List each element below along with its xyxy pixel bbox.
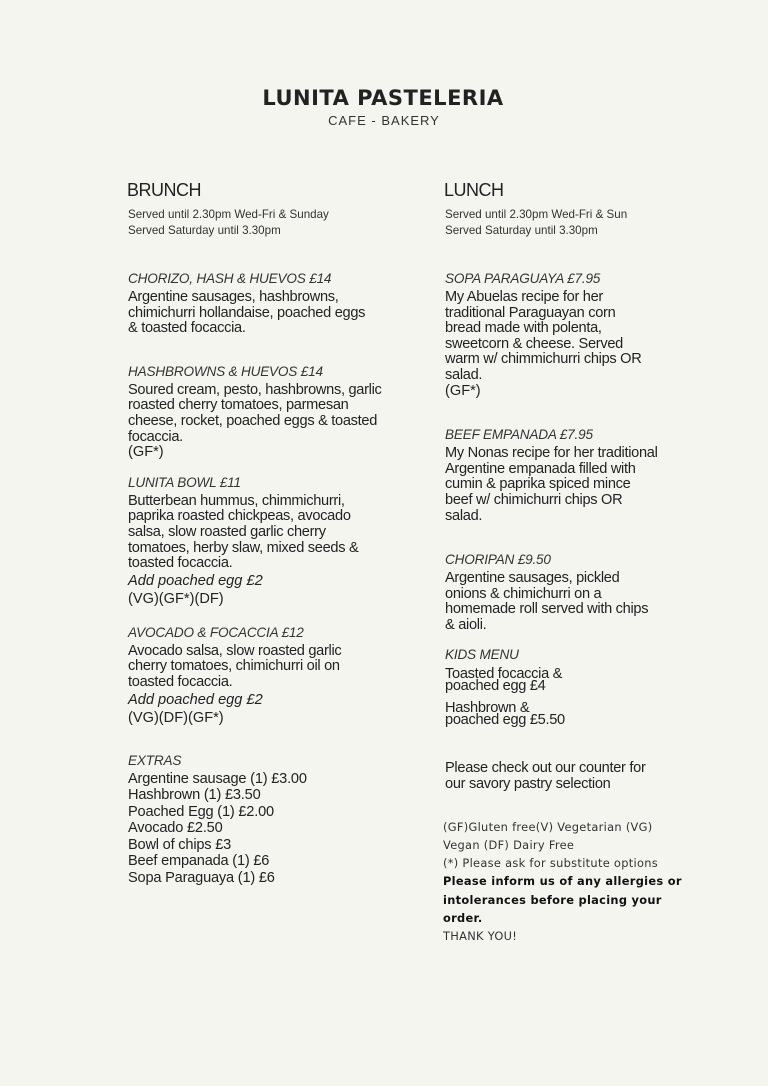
desc-line: traditional Paraguayan corn [445,304,616,321]
served-line: Served until 2.30pm Wed-Fri & Sunday [128,208,329,221]
item-name: AVOCADO & FOCACCIA £12 [128,624,304,640]
desc-line: Toasted focaccia & [445,665,563,682]
item-description [445,571,695,633]
brunch-title: BRUNCH [127,180,202,200]
desc-line: My Abuelas recipe for her [445,289,603,305]
menu-item [445,552,695,633]
brunch-served-hours [128,207,418,238]
desc-line: toasted focaccia. [128,555,233,572]
dietary-tags: (VG)(GF*)(DF) [128,590,224,607]
extras-item: Sopa Paraguaya (1) £6 [128,869,275,886]
desc-line: salad. [445,366,483,383]
item-description [445,290,695,384]
lunch-title: LUNCH [444,180,504,200]
extras-item: Avocado £2.50 [128,820,223,836]
desc-line: poached egg £4 [445,677,546,694]
desc-line: salsa, slow roasted garlic cherry [128,523,326,540]
desc-line: sweetcorn & cheese. Served [445,335,623,352]
menu-item [128,271,418,337]
desc-line: beef w/ chimichurri chips OR [445,491,623,508]
counter-note [445,760,695,793]
item-name: HASHBROWNS & HUEVOS £14 [128,363,323,379]
served-line: Served Saturday until 3.30pm [445,223,598,237]
desc-line: Argentine empanada filled with [445,460,636,477]
desc-line: our savory pastry selection [445,776,611,792]
extras-item: Bowl of chips £3 [128,836,232,853]
desc-line: chimichurri hollandaise, poached eggs [128,304,366,321]
item-name: CHORIPAN £9.50 [445,552,551,568]
kids-menu-title: KIDS MENU [445,646,519,662]
thank-you-text: THANK YOU! [443,929,518,944]
dietary-tags: (VG)(DF)(GF*) [128,709,224,726]
item-name: LUNITA BOWL £11 [128,474,241,490]
desc-line: Please check out our counter for [445,759,646,776]
desc-line: onions & chimichurri on a [445,585,602,602]
desc-line: cumin & paprika spiced mince [445,476,631,493]
served-line: Served Saturday until 3.30pm [128,223,281,237]
item-name: BEEF EMPANADA £7.95 [445,427,593,443]
item-name: SOPA PARAGUAYA £7.95 [445,271,601,286]
menu-item [445,427,695,524]
desc-line: homemade roll served with chips [445,601,649,618]
allergy-line: intolerances before placing your [443,892,662,907]
extras-title: EXTRAS [128,752,182,768]
lunch-column [445,180,695,946]
menu-item [128,475,418,608]
desc-line: paprika roasted chickpeas, avocado [128,508,351,525]
item-addon: Add poached egg £2 [128,572,263,589]
desc-line: & aioli. [445,616,487,633]
kids-item [445,699,695,728]
dietary-tags: (GF*) [445,382,481,399]
item-description [128,644,418,691]
menu-header [0,86,768,128]
extras-section [128,753,418,887]
item-description [128,290,418,337]
extras-item: Argentine sausage (1) £3.00 [128,770,307,787]
desc-line: Butterbean hummus, chimmichurri, [128,492,345,509]
allergy-line: Please inform us of any allergies or [443,874,682,889]
served-line: Served until 2.30pm Wed-Fri & Sun [445,208,628,221]
extras-item: Beef empanada (1) £6 [128,853,270,869]
kids-menu [445,647,695,726]
desc-line: focaccia. [128,428,183,445]
legend-line: (GF)Gluten free(V) Vegetarian (VG) [443,819,653,834]
allergy-line: order. [443,910,483,925]
extras-item: Poached Egg (1) £2.00 [128,803,274,820]
item-description [128,494,418,572]
desc-line: salad. [445,507,483,524]
desc-line: warm w/ chimmichurri chips OR [445,351,642,368]
brunch-column [128,180,418,886]
dietary-legend [443,818,695,946]
extras-item: Hashbrown (1) £3.50 [128,787,261,803]
desc-line: Soured cream, pesto, hashbrowns, garlic [128,381,382,398]
desc-line: Avocado salsa, slow roasted garlic [128,642,342,659]
desc-line: bread made with polenta, [445,320,602,337]
allergy-notice [443,872,695,927]
legend-line: Vegan (DF) Dairy Free [443,837,575,852]
desc-line: poached egg £5.50 [445,711,565,728]
desc-line: cheese, rocket, poached eggs & toasted [128,412,378,429]
desc-line: toasted focaccia. [128,673,233,690]
item-addon: Add poached egg £2 [128,691,263,708]
menu-item [128,625,418,727]
kids-item [445,665,695,694]
extras-list [128,771,418,887]
desc-line: & toasted focaccia. [128,320,246,337]
desc-line: cherry tomatoes, chimichurri oil on [128,658,340,675]
item-description [445,446,695,524]
desc-line: Argentine sausages, hashbrowns, [128,289,339,305]
item-name: CHORIZO, HASH & HUEVOS £14 [128,271,332,286]
item-description [128,383,418,445]
desc-line: My Nonas recipe for her traditional [445,445,658,462]
menu-item [128,364,418,461]
dietary-tags: (GF*) [128,444,164,461]
desc-line: Hashbrown & [445,699,530,716]
legend-line: (*) Please ask for substitute options [443,856,658,871]
menu-item [445,271,695,399]
desc-line: Argentine sausages, pickled [445,570,620,587]
restaurant-subtitle: CAFE - BAKERY [328,113,440,128]
desc-line: tomatoes, herby slaw, mixed seeds & [128,539,359,556]
desc-line: roasted cherry tomatoes, parmesan [128,397,349,414]
restaurant-name: LUNITA PASTELERIA [262,86,504,110]
lunch-served-hours [445,207,695,238]
